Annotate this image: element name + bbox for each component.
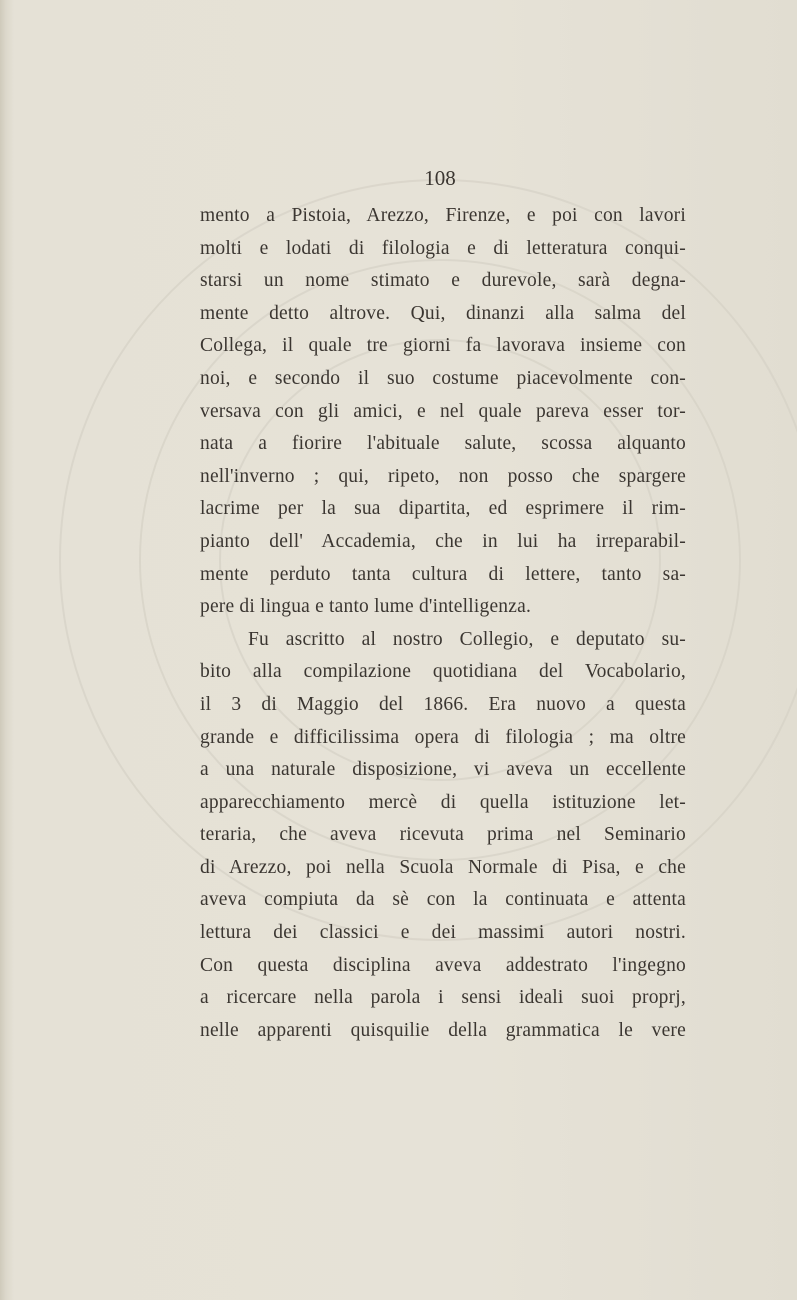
body-text	[200, 200, 686, 1047]
text-line: bito alla compilazione quotidiana del Vocabolario,	[200, 661, 686, 683]
paragraph	[200, 200, 686, 624]
text-line: nell'inverno ; qui, ripeto, non posso che spargere	[200, 465, 686, 487]
text-line: di Arezzo, poi nella Scuola Normale di Pisa, e che	[200, 856, 686, 878]
text-line: lettura dei classici e dei massimi autori nostri.	[200, 922, 686, 944]
text-line: apparecchiamento mercè di quella istituzione let-	[200, 791, 686, 813]
text-line: Con questa disciplina aveva addestrato l'ingegno	[200, 954, 686, 976]
text-line: nelle apparenti quisquilie della grammatica le vere	[200, 1019, 686, 1041]
text-line: mento a Pistoia, Arezzo, Firenze, e poi con lavori	[200, 205, 686, 226]
text-line: starsi un nome stimato e durevole, sarà degna-	[200, 270, 686, 292]
text-line: mente detto altrove. Qui, dinanzi alla salma del	[200, 302, 686, 324]
text-line: noi, e secondo il suo costume piacevolmente con-	[200, 367, 686, 389]
text-line: teraria, che aveva ricevuta prima nel Seminario	[200, 824, 686, 846]
text-line: a ricercare nella parola i sensi ideali suoi proprj,	[200, 987, 686, 1009]
paragraph	[200, 624, 686, 1048]
text-line: aveva compiuta da sè con la continuata e attenta	[200, 889, 686, 911]
page-number: 108	[424, 166, 456, 190]
text-line: il 3 di Maggio del 1866. Era nuovo a questa	[200, 693, 686, 715]
text-line: lacrime per la sua dipartita, ed esprimere il rim-	[200, 498, 686, 520]
text-line: nata a fiorire l'abituale salute, scossa alquanto	[200, 433, 686, 455]
text-line: mente perduto tanta cultura di lettere, tanto sa-	[200, 563, 686, 585]
text-line: molti e lodati di filologia e di letteratura conqui-	[200, 237, 686, 259]
text-line: Fu ascritto al nostro Collegio, e deputato su-	[248, 628, 686, 650]
text-line: versava con gli amici, e nel quale pareva esser tor-	[200, 400, 686, 422]
text-line: grande e difficilissima opera di filologia ; ma oltre	[200, 726, 686, 748]
text-line: a una naturale disposizione, vi aveva un eccellente	[200, 759, 686, 781]
text-line: pere di lingua e tanto lume d'intelligenza.	[200, 596, 532, 618]
text-line: Collega, il quale tre giorni fa lavorava insieme con	[200, 335, 686, 357]
text-line: pianto dell' Accademia, che in lui ha irreparabil-	[200, 530, 686, 552]
